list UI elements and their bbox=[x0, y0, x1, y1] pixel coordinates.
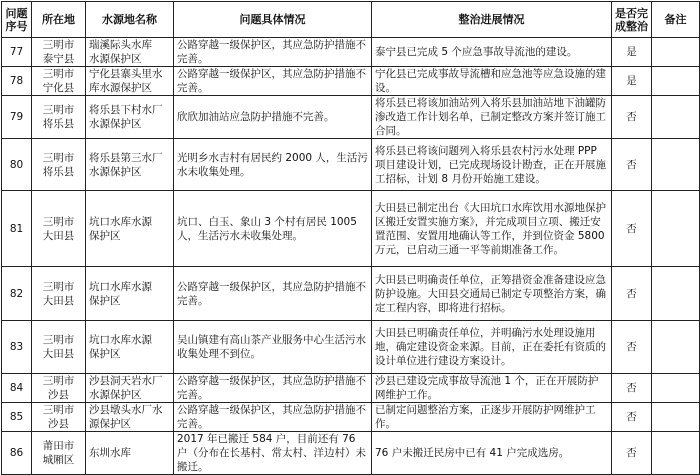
progress-description: 已制定问题整治方案，正逐步开展防护网维护工作。 bbox=[372, 403, 612, 432]
row-number: 82 bbox=[2, 267, 32, 321]
completion-status: 否 bbox=[612, 432, 652, 475]
header-cell-progress: 整治进展情况 bbox=[372, 2, 612, 38]
table-row bbox=[2, 38, 700, 67]
issue-description: 光明乡水吉村有居民约 2000 人，生活污水未收集处理。 bbox=[174, 139, 372, 191]
rectification-table bbox=[1, 1, 700, 475]
location-cell: 莆田市 城厢区 bbox=[32, 432, 86, 475]
remarks-cell bbox=[652, 432, 700, 475]
issue-description: 坑口、白玉、象山 3 个村有居民 1005 人，生活污水未收集处理。 bbox=[174, 191, 372, 267]
water-source-name: 瑞溪际头水库 水源保护区 bbox=[86, 38, 174, 67]
progress-description: 宁化县已完成事故导流槽和应急池等应急设施的建设。 bbox=[372, 67, 612, 96]
header-cell-source-name: 水源地名称 bbox=[86, 2, 174, 38]
issue-description: 欣欣加油站应急防护措施不完善。 bbox=[174, 96, 372, 139]
remarks-cell bbox=[652, 321, 700, 374]
completion-status: 否 bbox=[612, 96, 652, 139]
issue-description: 公路穿越一级保护区，其应急防护措施不完善。 bbox=[174, 38, 372, 67]
location-cell: 三明市 将乐县 bbox=[32, 139, 86, 191]
water-source-name: 沙县墩头水厂水 源保护区 bbox=[86, 403, 174, 432]
completion-status: 否 bbox=[612, 191, 652, 267]
row-number: 84 bbox=[2, 374, 32, 403]
water-source-name: 坑口水库水源 保护区 bbox=[86, 191, 174, 267]
completion-status: 是 bbox=[612, 67, 652, 96]
row-number: 79 bbox=[2, 96, 32, 139]
header-cell-number: 问题 序号 bbox=[2, 2, 32, 38]
header-cell-issue: 问题具体情况 bbox=[174, 2, 372, 38]
water-source-name: 将乐县下村水厂 水源保护区 bbox=[86, 96, 174, 139]
location-cell: 三明市 大田县 bbox=[32, 191, 86, 267]
issue-description: 公路穿越一级保护区，其应急防护措施不完善。 bbox=[174, 403, 372, 432]
remarks-cell bbox=[652, 38, 700, 67]
water-source-name: 宁化县寨头里水 库水源保护区 bbox=[86, 67, 174, 96]
location-cell: 三明市 沙县 bbox=[32, 374, 86, 403]
issue-description: 公路穿越一级保护区，其应急防护措施不完善。 bbox=[174, 267, 372, 321]
completion-status: 否 bbox=[612, 403, 652, 432]
location-cell: 三明市 泰宁县 bbox=[32, 38, 86, 67]
row-number: 81 bbox=[2, 191, 32, 267]
progress-description: 大田县已制定出台《大田坑口水库饮用水源地保护区搬迁安置实施方案》，并完成项目立项、搬迁安置范围、安置用地确认等工作，并到位资金 5800 万元，已启动三通一平等前期准备工作。 bbox=[372, 191, 612, 267]
progress-description: 大田县已明确责任单位，正筹措资金准备建设应急防护设施。大田县交通局已制定专项整治方案，确定工程内容，即将进行招标。 bbox=[372, 267, 612, 321]
table-row bbox=[2, 267, 700, 321]
table-row bbox=[2, 96, 700, 139]
header-cell-location: 所在地 bbox=[32, 2, 86, 38]
location-cell: 三明市 大田县 bbox=[32, 267, 86, 321]
remarks-cell bbox=[652, 267, 700, 321]
table-row bbox=[2, 191, 700, 267]
water-source-name: 将乐县第三水厂 水源保护区 bbox=[86, 139, 174, 191]
remarks-cell bbox=[652, 96, 700, 139]
row-number: 77 bbox=[2, 38, 32, 67]
remarks-cell bbox=[652, 67, 700, 96]
row-number: 78 bbox=[2, 67, 32, 96]
completion-status: 否 bbox=[612, 267, 652, 321]
header-cell-completed: 是否完 成整治 bbox=[612, 2, 652, 38]
table-row bbox=[2, 432, 700, 475]
table-row bbox=[2, 403, 700, 432]
water-source-name: 坑口水库水源 保护区 bbox=[86, 321, 174, 374]
remarks-cell bbox=[652, 403, 700, 432]
progress-description: 沙县已建设完成事故导流池 1 个，正在开展防护网维护工作。 bbox=[372, 374, 612, 403]
table-row bbox=[2, 374, 700, 403]
progress-description: 泰宁县已完成 5 个应急事故导流池的建设。 bbox=[372, 38, 612, 67]
location-cell: 三明市 大田县 bbox=[32, 321, 86, 374]
issue-description: 公路穿越一级保护区，其应急防护措施不完善。 bbox=[174, 67, 372, 96]
progress-description: 76 户未搬迁民房中已有 41 户完成选房。 bbox=[372, 432, 612, 475]
table-row bbox=[2, 139, 700, 191]
location-cell: 三明市 宁化县 bbox=[32, 67, 86, 96]
issue-description: 公路穿越一级保护区，其应急防护措施不完善。 bbox=[174, 374, 372, 403]
row-number: 86 bbox=[2, 432, 32, 475]
issue-description: 吴山镇建有高山茶产业服务中心生活污水收集处理不到位。 bbox=[174, 321, 372, 374]
row-number: 85 bbox=[2, 403, 32, 432]
header-row bbox=[2, 2, 700, 38]
row-number: 80 bbox=[2, 139, 32, 191]
row-number: 83 bbox=[2, 321, 32, 374]
progress-description: 将乐县已将该问题列入将乐县农村污水处理 PPP 项目建设计划，已完成现场设计勘查，正在开展施工招标，计划 8 月份开始施工建设。 bbox=[372, 139, 612, 191]
remarks-cell bbox=[652, 139, 700, 191]
location-cell: 三明市 沙县 bbox=[32, 403, 86, 432]
issue-description: 2017 年已搬迁 584 户，目前还有 76 户（分布在长基村、常太村、洋边村）未搬迁。 bbox=[174, 432, 372, 475]
completion-status: 是 bbox=[612, 38, 652, 67]
location-cell: 三明市 将乐县 bbox=[32, 96, 86, 139]
completion-status: 否 bbox=[612, 374, 652, 403]
table-row bbox=[2, 67, 700, 96]
table-body bbox=[2, 38, 700, 475]
water-source-name: 东圳水库 bbox=[86, 432, 174, 475]
progress-description: 大田县已明确责任单位，并明确污水处理设施用地，确定建设资金来源。目前，正在委托有资质的设计单位进行建设方案设计。 bbox=[372, 321, 612, 374]
remarks-cell bbox=[652, 374, 700, 403]
remarks-cell bbox=[652, 191, 700, 267]
water-source-name: 沙县洞天岩水厂 水源保护区 bbox=[86, 374, 174, 403]
completion-status: 否 bbox=[612, 139, 652, 191]
header-cell-remarks: 备注 bbox=[652, 2, 700, 38]
table-row bbox=[2, 321, 700, 374]
completion-status: 否 bbox=[612, 321, 652, 374]
water-source-name: 坑口水库水源 保护区 bbox=[86, 267, 174, 321]
progress-description: 将乐县已将该加油站列入将乐县加油站地下油罐防渗改造工作计划名单，已制定整改方案并签订施工合同。 bbox=[372, 96, 612, 139]
